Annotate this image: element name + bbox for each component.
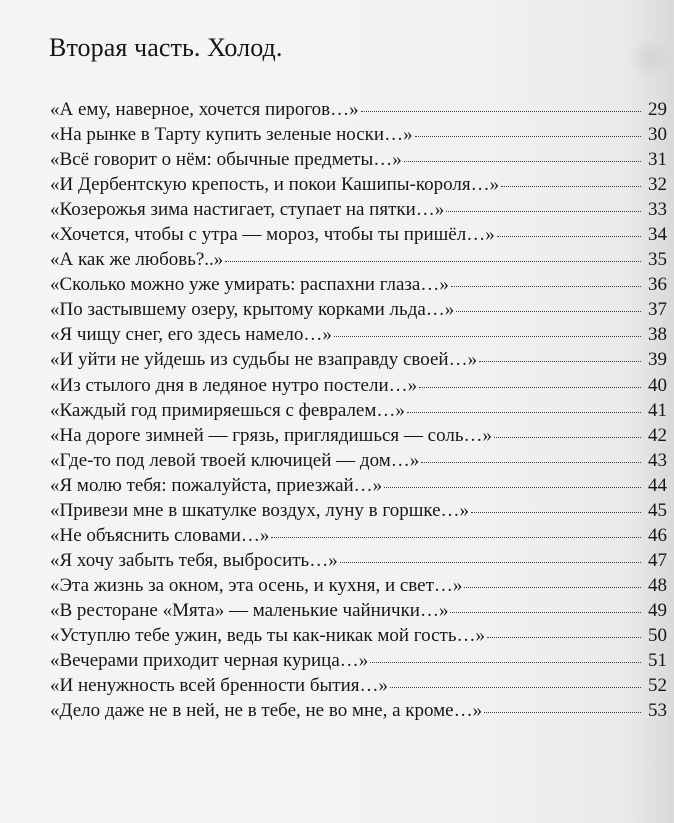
- dot-leader: [450, 612, 641, 613]
- toc-entry-page-number: 30: [648, 124, 667, 146]
- toc-entry: [50, 247, 667, 272]
- toc-entry: [50, 548, 667, 573]
- toc-entry-title: «Хочется, чтобы с утра — мороз, чтобы ты пришёл…»: [50, 224, 495, 246]
- toc-entry-page-number: 47: [648, 549, 667, 571]
- toc-entry: [50, 673, 667, 698]
- table-of-contents: [50, 97, 667, 723]
- toc-entry-page-number: 33: [648, 199, 667, 221]
- toc-entry-page-number: 51: [648, 650, 667, 672]
- toc-entry: [50, 498, 667, 523]
- dot-leader: [501, 186, 641, 187]
- dot-leader: [451, 286, 641, 287]
- toc-entry-title: «На рынке в Тарту купить зеленые носки…»: [50, 124, 413, 146]
- toc-entry-title: «Козерожья зима настигает, ступает на пятки…»: [50, 199, 445, 221]
- toc-entry: [50, 523, 667, 548]
- dot-leader: [494, 437, 641, 438]
- dot-leader: [497, 236, 641, 237]
- dot-leader: [407, 412, 641, 413]
- dot-leader: [446, 211, 641, 212]
- toc-entry-title: «Эта жизнь за окном, эта осень, и кухня, и свет…»: [50, 574, 463, 596]
- toc-entry-page-number: 48: [648, 574, 667, 596]
- toc-entry: [50, 147, 667, 172]
- toc-entry-page-number: 41: [648, 399, 667, 421]
- dot-leader: [361, 111, 641, 112]
- toc-entry-page-number: 43: [648, 449, 667, 471]
- toc-entry-title: «И уйти не уйдешь из судьбы не взаправду своей…»: [50, 349, 478, 371]
- toc-entry-title: «Уступлю тебе ужин, ведь ты как-никак мой гость…»: [50, 624, 486, 646]
- toc-entry: [50, 172, 667, 197]
- toc-entry-page-number: 39: [648, 349, 667, 371]
- toc-entry-page-number: 37: [648, 299, 667, 321]
- toc-entry: [50, 623, 667, 648]
- toc-entry-page-number: 38: [648, 324, 667, 346]
- toc-entry-page-number: 40: [648, 374, 667, 396]
- toc-entry: [50, 272, 667, 297]
- dot-leader: [487, 637, 641, 638]
- toc-entry: [50, 222, 667, 247]
- toc-entry-title: «Вечерами приходит черная курица…»: [50, 650, 369, 672]
- toc-entry-title: «Дело даже не в ней, не в тебе, не во мне, а кроме…»: [50, 700, 483, 722]
- dot-leader: [390, 687, 641, 688]
- toc-entry: [50, 573, 667, 598]
- dot-leader: [404, 161, 641, 162]
- toc-entry-title: «Всё говорит о нём: обычные предметы…»: [50, 149, 402, 171]
- toc-entry-page-number: 29: [648, 99, 667, 120]
- toc-entry: [50, 648, 667, 673]
- toc-entry: [50, 598, 667, 623]
- toc-entry-title: «Я молю тебя: пожалуйста, приезжай…»: [50, 474, 383, 496]
- toc-entry-page-number: 31: [648, 149, 667, 171]
- toc-entry: [50, 473, 667, 498]
- dot-leader: [421, 462, 641, 463]
- dot-leader: [484, 712, 641, 713]
- toc-entry-page-number: 49: [648, 599, 667, 621]
- toc-entry-page-number: 35: [648, 249, 667, 271]
- toc-entry: [50, 122, 667, 147]
- dot-leader: [334, 336, 641, 337]
- toc-entry-title: «Я хочу забыть тебя, выбросить…»: [50, 549, 338, 571]
- toc-entry-page-number: 44: [648, 474, 667, 496]
- toc-entry: [50, 97, 667, 122]
- toc-entry-page-number: 45: [648, 499, 667, 521]
- dot-leader: [479, 361, 641, 362]
- toc-entry: [50, 448, 667, 473]
- dot-leader: [464, 587, 641, 588]
- toc-entry-title: «И ненужность всей бренности бытия…»: [50, 675, 388, 697]
- toc-entry-page-number: 36: [648, 274, 667, 296]
- toc-entry-page-number: 52: [648, 675, 667, 697]
- toc-entry-title: «А ему, наверное, хочется пирогов…»: [50, 99, 359, 120]
- toc-entry: [50, 398, 667, 423]
- toc-entry-page-number: 42: [648, 424, 667, 446]
- toc-entry-title: «Привези мне в шкатулке воздух, луну в горшке…»: [50, 499, 470, 521]
- toc-entry: [50, 322, 667, 347]
- toc-entry-title: «И Дербентскую крепость, и покои Кашипы-короля…»: [50, 174, 500, 196]
- toc-entry-title: «По застывшему озеру, крытому корками льда…»: [50, 299, 455, 321]
- toc-entry-title: «Каждый год примиряешься с февралем…»: [50, 399, 405, 421]
- dot-leader: [415, 136, 641, 137]
- toc-entry-title: «Я чищу снег, его здесь намело…»: [50, 324, 332, 346]
- toc-entry: [50, 373, 667, 398]
- toc-entry: [50, 347, 667, 372]
- toc-entry: [50, 297, 667, 322]
- toc-entry-title: «Где-то под левой твоей ключицей — дом…»: [50, 449, 420, 471]
- bleed-through-shadow: [628, 38, 674, 78]
- dot-leader: [419, 387, 641, 388]
- toc-entry: [50, 197, 667, 222]
- toc-entry-page-number: 32: [648, 174, 667, 196]
- dot-leader: [271, 537, 641, 538]
- toc-entry-title: «В ресторане «Мята» — маленькие чайнички…»: [50, 599, 449, 621]
- toc-entry: [50, 698, 667, 723]
- toc-entry-page-number: 46: [648, 524, 667, 546]
- toc-entry-page-number: 50: [648, 624, 667, 646]
- dot-leader: [456, 311, 641, 312]
- dot-leader: [340, 562, 641, 563]
- toc-entry-title: «На дороге зимней — грязь, приглядишься — соль…»: [50, 424, 492, 446]
- dot-leader: [471, 512, 641, 513]
- toc-entry-title: «Не объяснить словами…»: [50, 524, 270, 546]
- dot-leader: [370, 662, 641, 663]
- toc-entry-title: «А как же любовь?..»: [50, 249, 224, 271]
- toc-entry-title: «Из стылого дня в ледяное нутро постели…»: [50, 374, 418, 396]
- dot-leader: [384, 487, 641, 488]
- toc-entry-title: «Сколько можно уже умирать: распахни глаза…»: [50, 274, 449, 296]
- toc-entry-page-number: 53: [648, 700, 667, 722]
- toc-entry: [50, 423, 667, 448]
- section-title: Вторая часть. Холод.: [49, 33, 283, 62]
- dot-leader: [225, 261, 641, 262]
- toc-entry-page-number: 34: [648, 224, 667, 246]
